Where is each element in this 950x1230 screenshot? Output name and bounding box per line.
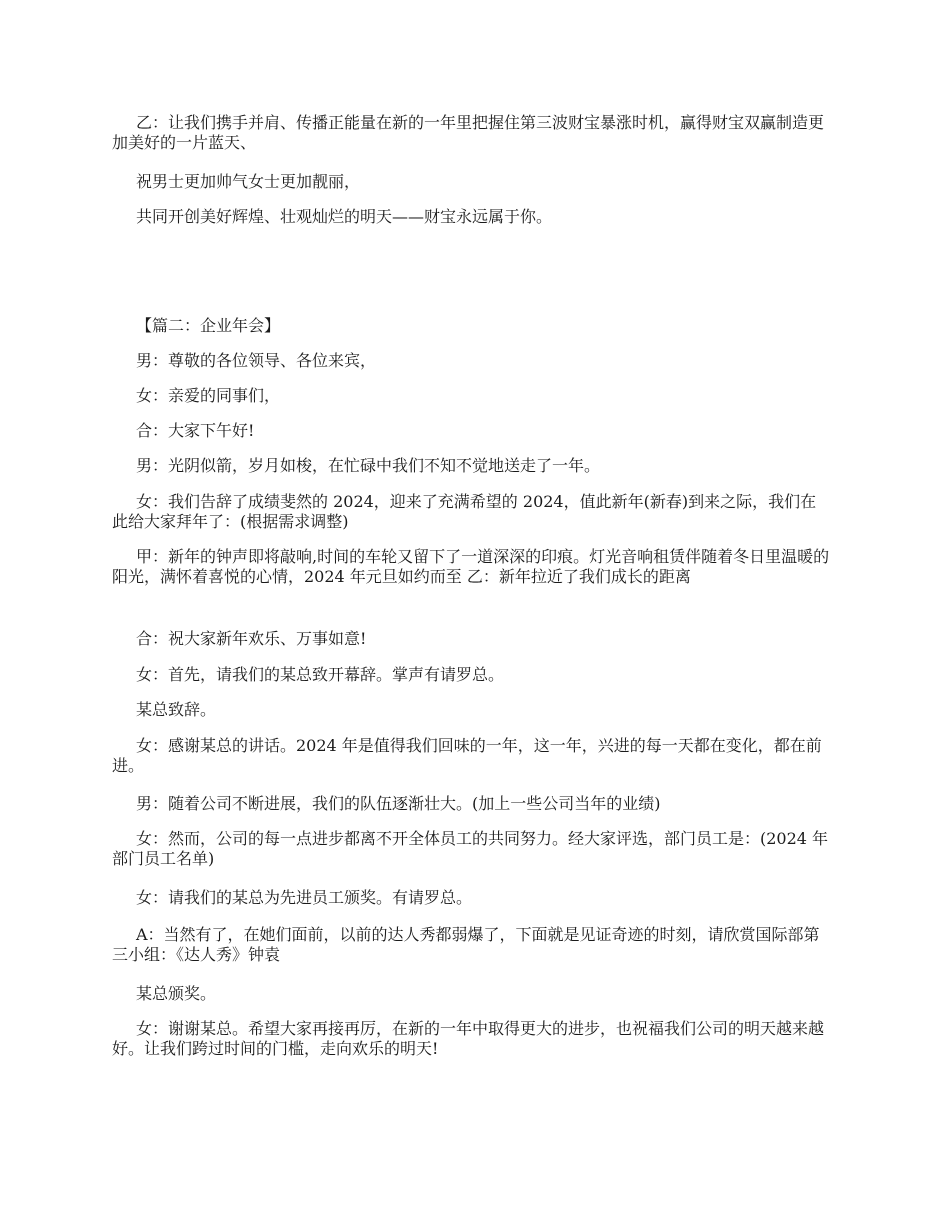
paragraph-5: 女：我们告辞了成绩斐然的 2024，迎来了充满希望的 2024，值此新年(新春)到来之际，我们在此给大家拜年了：(根据需求调整): [112, 492, 817, 531]
paragraph-8: 女：首先，请我们的某总致开幕辞。掌声有请罗总。: [136, 665, 505, 684]
paragraph-6: 甲：新年的钟声即将敲响,时间的车轮又留下了一道深深的印痕。灯光音响租赁伴随着冬日里温暖的阳光，满怀着喜悦的心情，2024 年元旦如约而至 乙：新年拉近了我们成长的距离: [112, 547, 830, 586]
paragraph-16: 女：谢谢某总。希望大家再接再厉，在新的一年中取得更大的进步，也祝福我们公司的明天越来越好。让我们跨过时间的门槛，走向欢乐的明天!: [112, 1019, 825, 1058]
paragraph-9: 某总致辞。: [136, 700, 217, 719]
paragraph-1: 男：尊敬的各位领导、各位来宾，: [136, 351, 377, 370]
paragraph-3: 合：大家下午好!: [136, 421, 255, 440]
paragraph-10: 女：感谢某总的讲话。2024 年是值得我们回味的一年，这一年，兴进的每一天都在变化，都在前进。: [112, 736, 822, 775]
paragraph-15: 某总颁奖。: [136, 984, 217, 1003]
paragraph-11: 男：随着公司不断进展，我们的队伍逐渐壮大。(加上一些公司当年的业绩): [136, 794, 661, 813]
paragraph-14: A：当然有了，在她们面前，以前的达人秀都弱爆了，下面就是见证奇迹的时刻，请欣赏国际部第三小组：《达人秀》钟袁: [112, 925, 820, 964]
paragraph-13: 女：请我们的某总为先进员工颁奖。有请罗总。: [136, 888, 473, 907]
section-title: 【篇二：企业年会】: [136, 316, 281, 335]
paragraph-top-1: 乙：让我们携手并肩、传播正能量在新的一年里把握住第三波财宝暴涨时机，赢得财宝双赢制造更加美好的一片蓝天、: [112, 113, 825, 152]
paragraph-7: 合：祝大家新年欢乐、万事如意!: [136, 629, 367, 648]
paragraph-2: 女：亲爱的同事们，: [136, 386, 281, 405]
paragraph-top-3: 共同开创美好辉煌、壮观灿烂的明天——财宝永远属于你。: [136, 207, 553, 226]
paragraph-top-2: 祝男士更加帅气女士更加靓丽，: [136, 172, 361, 191]
paragraph-4: 男：光阴似箭，岁月如梭，在忙碌中我们不知不觉地送走了一年。: [136, 456, 601, 475]
paragraph-12: 女：然而，公司的每一点进步都离不开全体员工的共同努力。经大家评选，部门员工是：(2024 年部门员工名单): [112, 829, 829, 868]
